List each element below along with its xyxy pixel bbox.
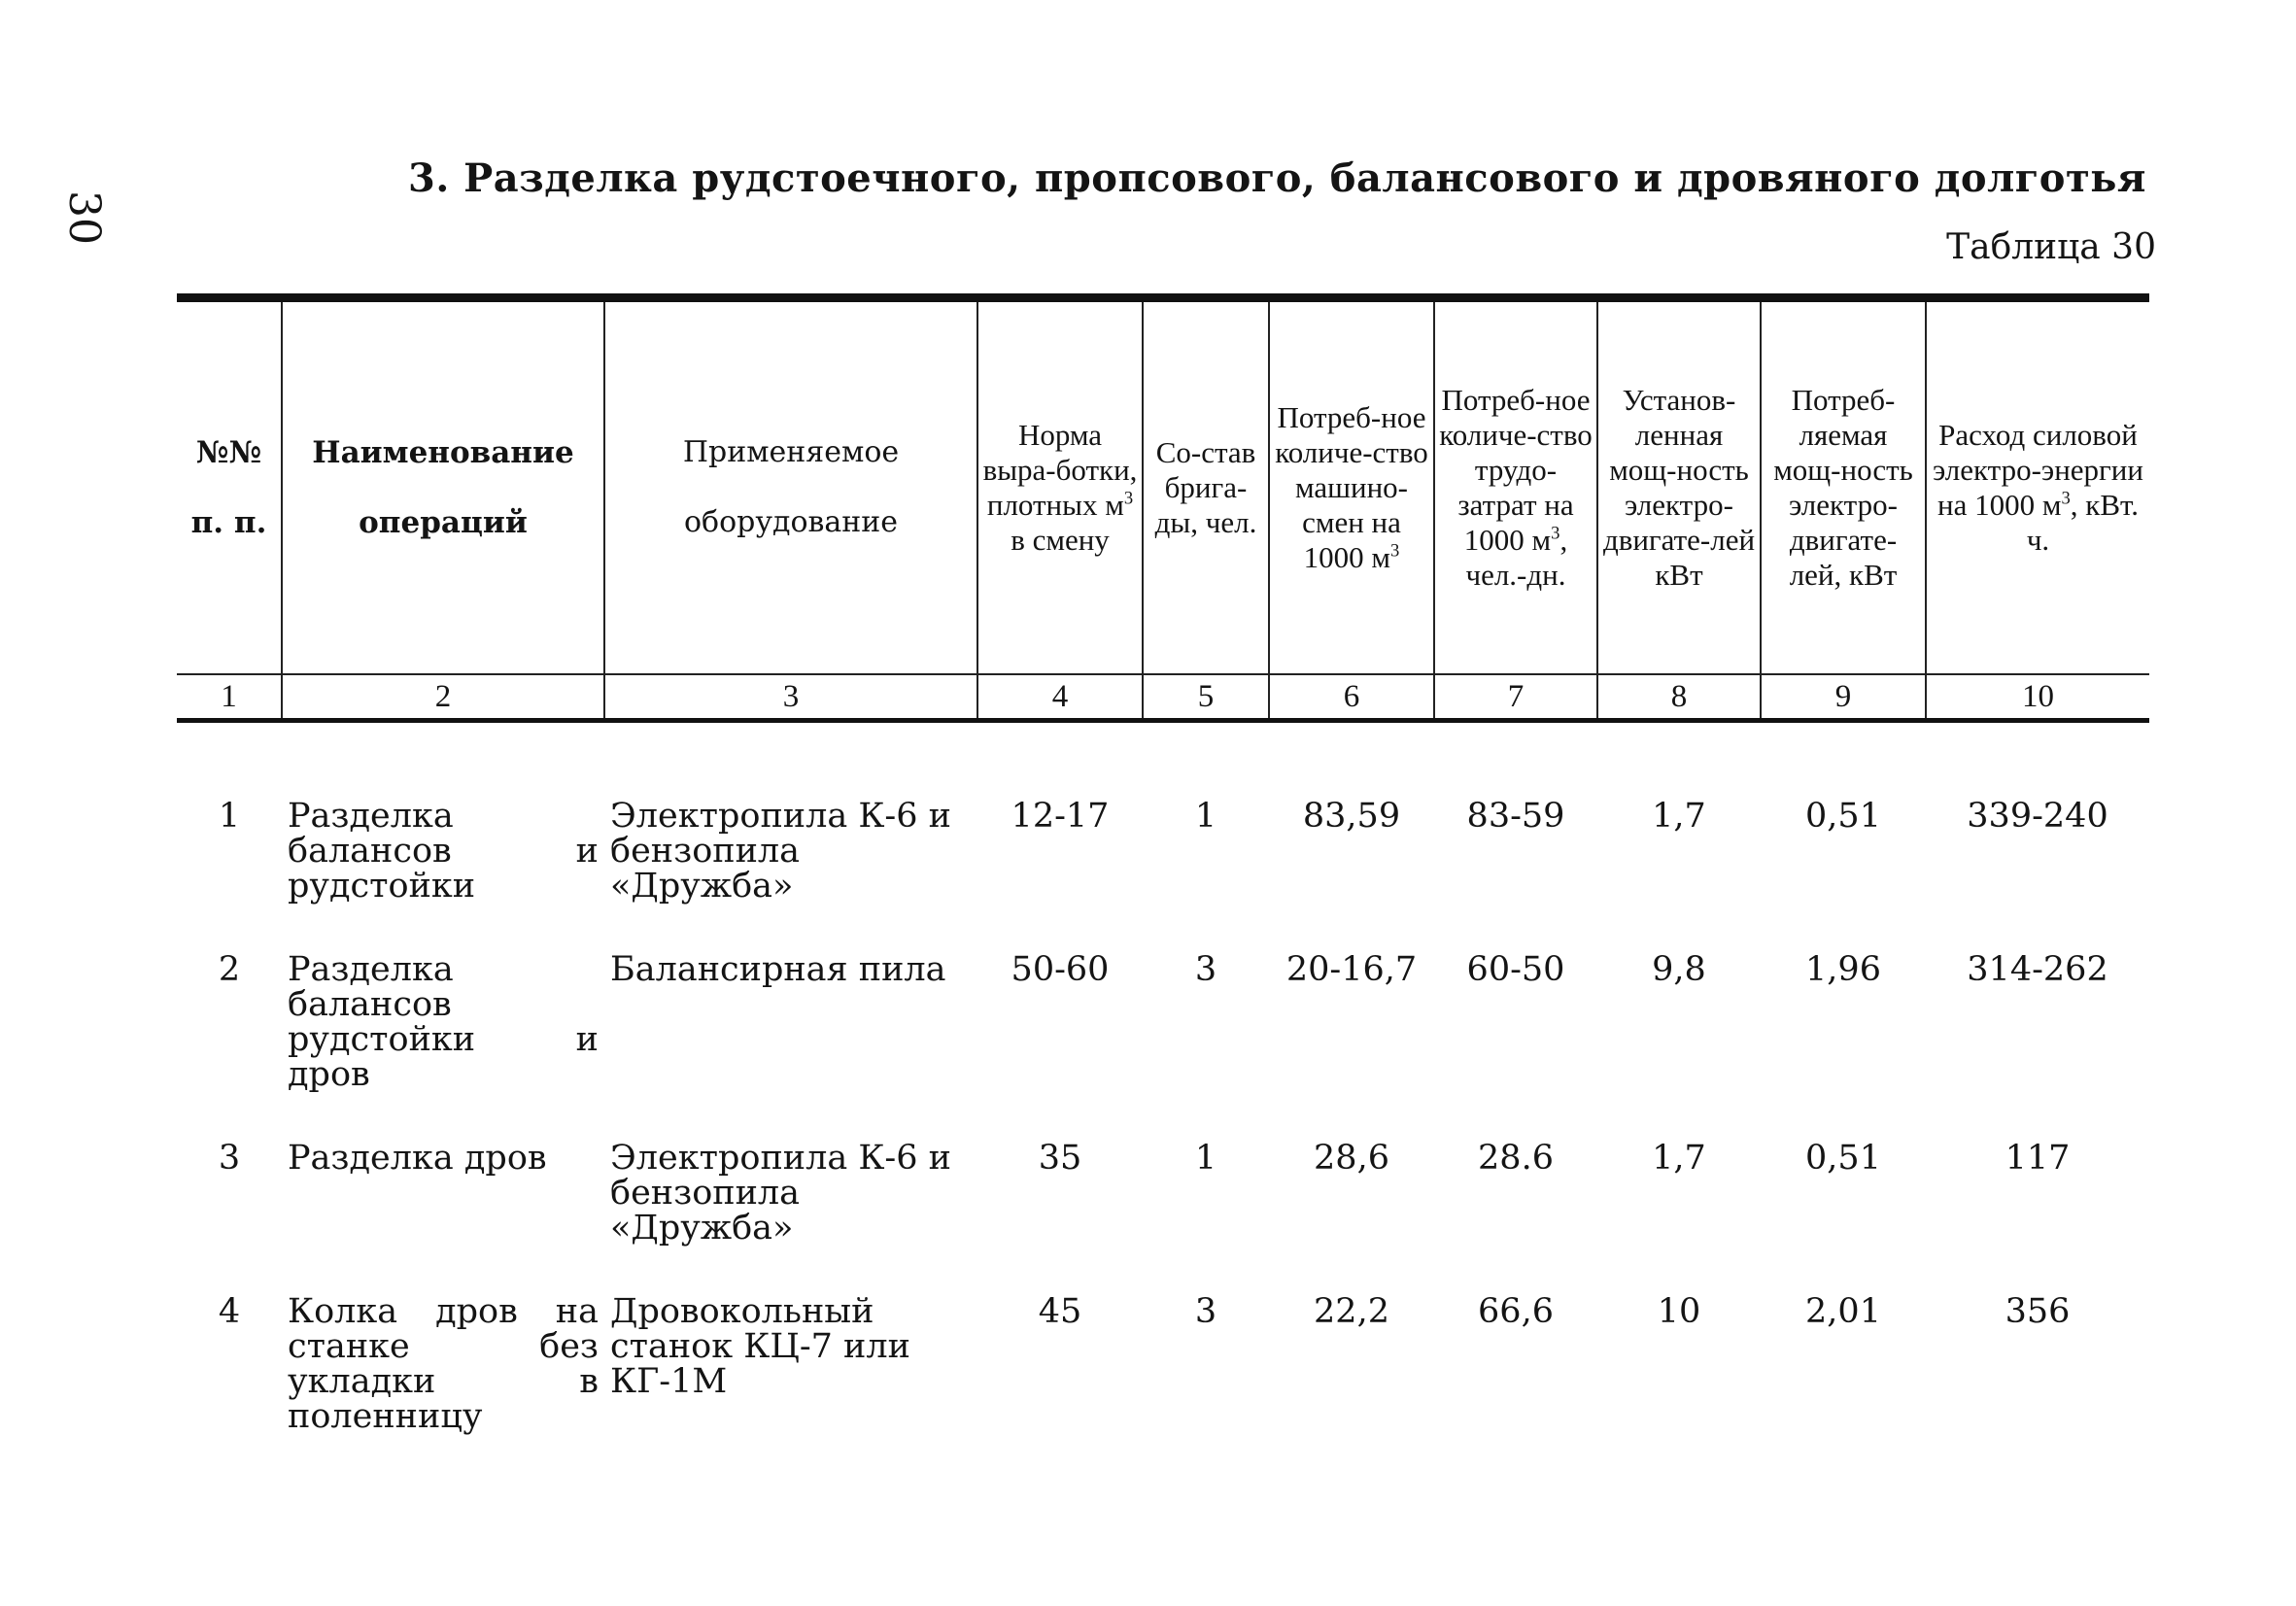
crew-size: 1 bbox=[1194, 797, 1217, 836]
crew-size: 3 bbox=[1194, 1292, 1217, 1331]
crew-size: 3 bbox=[1194, 950, 1217, 989]
row-number: 4 bbox=[218, 1292, 241, 1331]
column-number: 10 bbox=[1926, 674, 2149, 721]
consumed-power: 1,96 bbox=[1805, 950, 1881, 989]
installed-power: 9,8 bbox=[1652, 950, 1706, 989]
header-col-7: Потреб-ное количе-ство трудо-затрат на 1000 $м^3$, чел.-дн. bbox=[1434, 298, 1597, 675]
header-col-4: Норма выра-ботки, плотных $м^3$ в смену bbox=[977, 298, 1143, 675]
consumed-power: 2,01 bbox=[1805, 1292, 1881, 1331]
header-col-9: Потреб-ляемая мощ-ность электро-двигате-лей, кВт bbox=[1761, 298, 1926, 675]
page-number: 30 bbox=[59, 190, 109, 245]
table-row bbox=[177, 1294, 2149, 1483]
header-col-10: Расход силовой электро-энергии на 1000 $м^3$, кВт. ч. bbox=[1926, 298, 2149, 675]
labor-cost: 60-50 bbox=[1466, 950, 1565, 989]
section-title: 3. Разделка рудстоечного, пропсового, балансового и дровяного долготья bbox=[408, 155, 2146, 201]
operation-name: Разделка балансов и рудстойки bbox=[288, 797, 599, 906]
machine-shifts: 22,2 bbox=[1314, 1292, 1389, 1331]
column-number: 9 bbox=[1761, 674, 1926, 721]
column-number: 8 bbox=[1597, 674, 1761, 721]
installed-power: 1,7 bbox=[1652, 1139, 1706, 1178]
header-col-5: Со-став брига-ды, чел. bbox=[1143, 298, 1269, 675]
crew-size: 1 bbox=[1194, 1139, 1217, 1178]
operation-name: Колка дров на станке без укладки в поленницу bbox=[288, 1292, 599, 1436]
consumed-power: 0,51 bbox=[1805, 1139, 1881, 1178]
equipment: Дровокольный станок КЦ-7 или КГ-1М bbox=[610, 1292, 910, 1401]
header-col-1: №№ п. п. bbox=[177, 298, 282, 675]
output-norm: 12-17 bbox=[1011, 797, 1110, 836]
equipment: Балансирная пила bbox=[610, 950, 946, 989]
column-number: 4 bbox=[977, 674, 1143, 721]
header-col-6: Потреб-ное количе-ство машино-смен на 1000 $м^3$ bbox=[1269, 298, 1434, 675]
column-number-row bbox=[177, 674, 2149, 721]
column-number: 2 bbox=[282, 674, 604, 721]
energy-consumption: 117 bbox=[2005, 1139, 2071, 1178]
output-norm: 35 bbox=[1038, 1139, 1082, 1178]
norms-table bbox=[177, 293, 2149, 1483]
table-row bbox=[177, 1141, 2149, 1294]
installed-power: 10 bbox=[1657, 1292, 1701, 1331]
machine-shifts: 83,59 bbox=[1302, 797, 1401, 836]
machine-shifts: 28,6 bbox=[1314, 1139, 1389, 1178]
column-number: 1 bbox=[177, 674, 282, 721]
column-number: 7 bbox=[1434, 674, 1597, 721]
installed-power: 1,7 bbox=[1652, 797, 1706, 836]
labor-cost: 28.6 bbox=[1478, 1139, 1554, 1178]
column-number: 3 bbox=[604, 674, 977, 721]
machine-shifts: 20-16,7 bbox=[1285, 950, 1418, 989]
equipment: Электропила К-6 и бензопила «Дружба» bbox=[610, 797, 951, 906]
energy-consumption: 339-240 bbox=[1967, 797, 2108, 836]
row-number: 1 bbox=[218, 797, 241, 836]
consumed-power: 0,51 bbox=[1805, 797, 1881, 836]
operation-name: Разделка дров bbox=[288, 1139, 547, 1178]
table-row bbox=[177, 952, 2149, 1141]
table-row bbox=[177, 721, 2149, 953]
energy-consumption: 356 bbox=[2005, 1292, 2071, 1331]
table-header-row bbox=[177, 298, 2149, 675]
labor-cost: 83-59 bbox=[1466, 797, 1565, 836]
column-number: 6 bbox=[1269, 674, 1434, 721]
energy-consumption: 314-262 bbox=[1967, 950, 2108, 989]
row-number: 2 bbox=[218, 950, 241, 989]
header-col-8: Установ-ленная мощ-ность электро-двигате-лей кВт bbox=[1597, 298, 1761, 675]
labor-cost: 66,6 bbox=[1478, 1292, 1554, 1331]
row-number: 3 bbox=[218, 1139, 241, 1178]
output-norm: 45 bbox=[1038, 1292, 1082, 1331]
equipment: Электропила К-6 и бензопила «Дружба» bbox=[610, 1139, 951, 1247]
table-label: Таблица 30 bbox=[1946, 227, 2156, 267]
output-norm: 50-60 bbox=[1011, 950, 1110, 989]
header-col-3: Применяемое оборудование bbox=[604, 298, 977, 675]
operation-name: Разделка балансов рудстойки и дров bbox=[288, 950, 599, 1094]
column-number: 5 bbox=[1143, 674, 1269, 721]
header-col-2: Наименование операций bbox=[282, 298, 604, 675]
